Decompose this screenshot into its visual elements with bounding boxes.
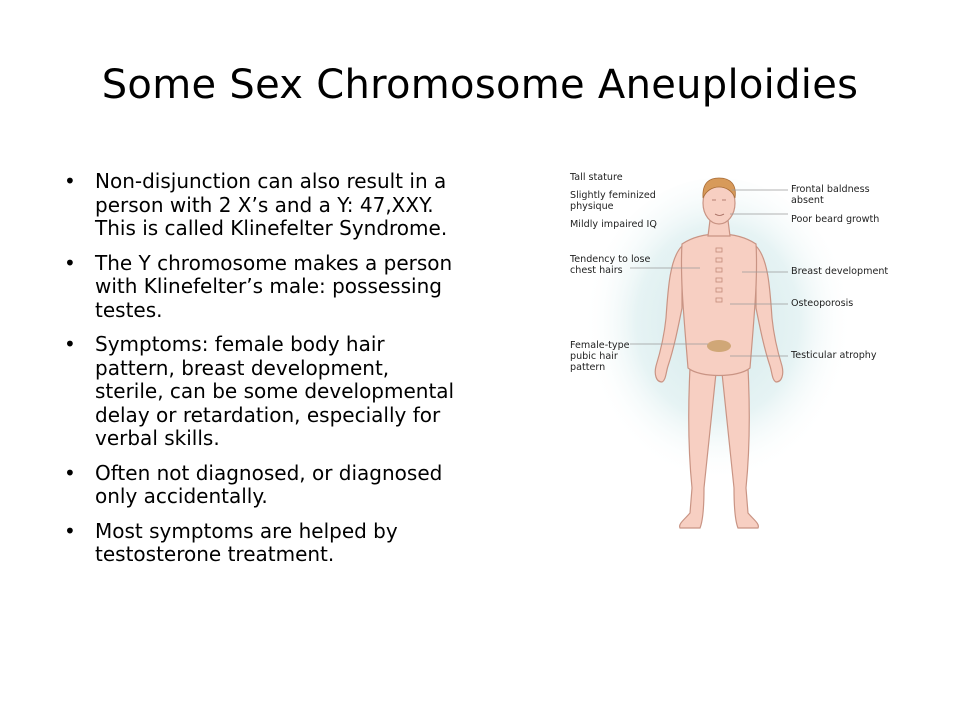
bullet-dot: • xyxy=(64,332,76,356)
slide-title: Some Sex Chromosome Aneuploidies xyxy=(101,62,859,108)
callout-feminized-physique: Slightly feminized physique xyxy=(570,190,656,212)
bullet-item xyxy=(64,333,464,451)
bullet-item xyxy=(64,170,464,241)
bullet-item xyxy=(64,252,464,323)
callout-osteoporosis: Osteoporosis xyxy=(791,298,854,309)
callout-breast-development: Breast development xyxy=(791,266,889,277)
callout-testicular-atrophy: Testicular atrophy xyxy=(791,350,877,361)
callout-frontal-baldness: Frontal baldness absent xyxy=(791,184,870,206)
callout-impaired-iq: Mildly impaired IQ xyxy=(570,219,657,230)
bullet-text: Often not diagnosed, or diagnosed only accidentally. xyxy=(95,460,443,508)
pubic-hair xyxy=(707,340,731,352)
callout-tall-stature: Tall stature xyxy=(570,172,623,183)
bullet-list xyxy=(64,170,464,578)
callout-chest-hairs: Tendency to lose chest hairs xyxy=(570,254,651,276)
bullet-dot: • xyxy=(64,169,76,193)
bullet-dot: • xyxy=(64,518,76,543)
klinefelter-illustration xyxy=(570,168,894,548)
bullet-text: The Y chromosome makes a person with Klinefelter’s male: possessing testes. xyxy=(95,250,453,322)
bullet-dot: • xyxy=(64,250,76,275)
callout-beard-growth: Poor beard growth xyxy=(791,214,880,225)
bullet-dot: • xyxy=(64,460,76,485)
bullet-text: Most symptoms are helped by testosterone treatment. xyxy=(95,518,398,566)
callout-pubic-hair: Female-type pubic hair pattern xyxy=(570,340,630,373)
bullet-text: Non-disjunction can also result in a person with 2 X’s and a Y: 47,XXY. This is called Klinefelter Syndrome. xyxy=(95,169,448,240)
bullet-item xyxy=(64,462,464,509)
bullet-text: Symptoms: female body hair pattern, breast development, sterile, can be some developmental delay or retardation, especially for verbal skills. xyxy=(95,332,455,450)
bullet-item xyxy=(64,520,464,567)
